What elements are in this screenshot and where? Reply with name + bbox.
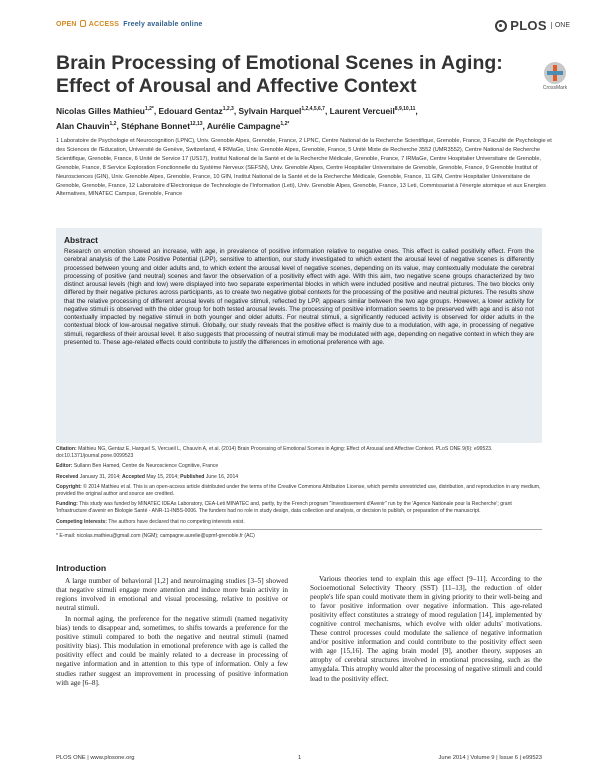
access-label: ACCESS [88, 21, 120, 28]
author-affil-sup: 1,2 [109, 120, 117, 127]
freely-available-label: Freely available online [123, 21, 203, 28]
body-paragraph: A large number of behavioral [1,2] and neuroimaging studies [3–5] showed that negative stimuli engage more attention and induce more brain activity in regions involved in emotional and visual processing, relative to positive or neutral stimuli. [56, 577, 288, 613]
accepted-label: Accepted [122, 473, 145, 480]
open-access-lock-icon [80, 20, 86, 27]
introduction-heading: Introduction [56, 563, 107, 573]
competing-interests-text: The authors have declared that no competing interests exist. [108, 518, 245, 525]
competing-interests-row [56, 519, 542, 526]
editor-text: Sullann Ben Hamed, Centre de Neuroscience Cognitive, France [73, 463, 219, 470]
divider [56, 529, 542, 530]
author-affil-sup: 1,2* [280, 120, 290, 127]
author-affil-sup: 1,2,3 [222, 106, 234, 112]
published-date: June 16, 2014 [205, 473, 239, 480]
author-name[interactable]: Stéphane Bonnet [121, 120, 190, 131]
received-date: January 31, 2014; [79, 473, 121, 480]
plos-logo-icon [495, 20, 507, 32]
body-column-right [310, 575, 542, 686]
open-label: OPEN [56, 21, 77, 28]
abstract-heading: Abstract [64, 235, 98, 245]
funding-label: Funding: [56, 501, 78, 508]
abstract-box [56, 228, 542, 443]
citation-text: Mathieu NG, Gentaz E, Harquel S, Vercueil L, Chauvin A, et al. (2014) Brain Processing of Emotional Scenes in Aging: Effect of Arousal and Affective Context. PLoS ONE 9(6): e99523. doi:10.1371/journal.pone.0099523 [56, 446, 493, 460]
editor-row [56, 463, 542, 470]
published-label: Published [180, 473, 205, 480]
received-label: Received [56, 473, 79, 480]
email-row[interactable]: * E-mail: nicolas.mathieu@gmail.com (NGM); campagne.aurelie@upmf-grenoble.fr (AC) [56, 532, 255, 539]
crossmark-badge[interactable] [540, 62, 570, 91]
author-name[interactable]: Nicolas Gilles Mathieu [56, 105, 145, 116]
citation-label: Citation: [56, 446, 77, 452]
crossmark-label: CrossMark [542, 85, 568, 91]
copyright-row [56, 484, 542, 498]
competing-interests-label: Competing Interests: [56, 518, 107, 525]
open-access-badge [56, 20, 203, 28]
author-list: Nicolas Gilles Mathieu$^{1,2*}$, Edouard Gentaz$^{1,2,3}$, Sylvain Harquel$^{1,2,4,5,6,7}$, Laurent Vercueil$^{8,9,10,11}$, Alan Chauvin$^{1,2}$, Stéphane Bonnet$^{12,13}$, Aurélie Campagne$^{1,2*}$ [56, 105, 418, 131]
funding-row [56, 501, 542, 515]
plos-wordmark: PLOS [510, 18, 547, 33]
editor-label: Editor: [56, 463, 73, 470]
author-affil-sup: 1,2,4,5,6,7 [301, 106, 325, 112]
dates-row [56, 474, 542, 481]
crossmark-icon [544, 62, 566, 84]
footer-journal[interactable]: PLOS ONE | www.plosone.org [56, 755, 135, 761]
body-paragraph: In normal aging, the preference for the negative stimuli (named negativity bias) tends to disappear and, sometimes, to shifts towards a preference for the positive stimuli compared to both the negative and neutral stimuli (named positivity bias). This modulation in emotional preference with age is called the positivity effect and could be mainly related to a decrease in processing of negative information and in attention to this type of information. Only a few studies rather suggest an improvement in processing of positive information with age [6–8]. [56, 615, 288, 687]
body-column-left [56, 564, 288, 690]
one-wordmark: ONE [551, 22, 570, 29]
body-paragraph: Various theories tend to explain this age effect [9–11]. According to the Socioemotional Selectivity Theory (SST) [11–13], the reduction of older people's life span could motivate them in giving priority to their well-being and to favor positive information over negative information. This age-related positivity effect constitutes a strategy of mood regulation [14], implemented by cognitive control mechanisms, which evolve with older adults' motivations. These control processes could modulate the salience of negative information and/or positive information and could contribute to the positivity effect seen with age [15,16]. The aging brain model [9], another theory, supposes an atrophy of cerebral structures involved in emotional processing, such as the amygdala. This atrophy would alter the processing of negative stimuli and could lead to the positivity effect. [310, 575, 542, 683]
accepted-date: May 15, 2014; [146, 473, 179, 480]
author-name[interactable]: Alan Chauvin [56, 120, 110, 131]
copyright-label: Copyright: [56, 483, 82, 490]
funding-text: This study was funded by MINATEC IDEAs Laboratory, CEA-Leti MINATEC and, partly, by the French program "Investissement d'Avenir" run by the 'Agence Nationale pour la Recherche'; grant 'Infrastructure d'avenir en Biologie Santé - ANR-11-INBS-0006. The funders had no role in study design, data collection and analysis, or decision to publish, or preparation of the manuscript. [56, 501, 512, 515]
copyright-text: © 2014 Mathieu et al. This is an open-access article distributed under the terms of the Creative Commons Attribution License, which permits unrestricted use, distribution, and reproduction in any medium, provided the original author and source are credited. [56, 483, 541, 498]
abstract-text: Research on emotion showed an increase, with age, in prevalence of positive information relative to negative ones. This effect is called positivity effect. From the cerebral analysis of the Late Positive Potential (LPP), sensitive to attention, our study investigated to which extent the arousal level of negative scenes is differently processed between young and older adults and, to which extent the arousal level of negative scenes, depending on its value, may contextually modulate the cerebral processing of positive (and neutral) scenes and favor the observation of a positivity effect with age. With this aim, two negative scene groups characterized by two distinct arousal levels (high and low) were displayed into two separate experimental blocks in which were included positive and neutral pictures. The two blocks only differed by their negative pictures across participants, as to create two negative global contexts for the processing of the positive and neutral pictures. The results show that the relative processing of different arousal levels of negative stimuli, reflected by LPP, appears similar between the two age groups. However, a lower activity for negative stimuli is observed with the older group for both tested arousal levels. The processing of positive information seems to be preserved with age and is also not contextually impacted by negative stimuli in both younger and older adults. For neutral stimuli, a significantly reduced activity is observed for older adults in the contextual block of low-arousal negative stimuli. Globally, our study reveals that the positive effect is mainly due to a modulation, with age, in processing of negative stimuli, regardless of their arousal level. It also suggests that processing of neutral stimuli may be modulated with age, depending on negative context in which they are presented to. These age-related effects could contribute to justify the differences in emotional preference with age. [64, 248, 534, 346]
plos-one-logo[interactable] [495, 18, 570, 33]
journal-header [56, 18, 570, 34]
page-number: 1 [298, 755, 302, 761]
author-name[interactable]: Aurélie Campagne [206, 120, 281, 131]
author-affil-sup: 12,13 [190, 120, 203, 127]
author-name[interactable]: Edouard Gentaz [158, 105, 223, 116]
article-metadata [56, 446, 542, 543]
article-title: Brain Processing of Emotional Scenes in Aging: Effect of Arousal and Affective Context [56, 52, 503, 97]
citation-row [56, 446, 542, 460]
author-name[interactable]: Sylvain Harquel [238, 105, 302, 116]
author-affil-sup: 1,2* [144, 106, 154, 112]
author-affil-sup: 8,9,10,11 [394, 106, 416, 112]
footer-issue: June 2014 | Volume 9 | Issue 6 | e99523 [438, 755, 542, 761]
affiliations: 1 Laboratoire de Psychologie et Neurocognition (LPNC), Univ. Grenoble Alpes, Grenoble, France, 2 LPNC, Centre National de la Recherche Scientifique, Grenoble, France, 3 Faculté de Psychologie et des Sciences de l'Education, Université de Genève, Switzerland, 4 IRMaGe, Univ. Grenoble Alpes, Grenoble, France, 5 Unité Mixte de Recherche 3552 (UMR3552), Centre National de Recherche Scientifique, Grenoble, France, 6 Unité de Service 17 (US17), Institut National de la Santé et de la Recherche Médicale, Grenoble, France, 7 IRMaGe, Centre Hospitalier Universitaire de Grenoble, Grenoble, France, 8 Service Exploration Fonctionnelle du Système Nerveux (SEFSN), Univ. Grenoble Alpes, Centre Hospitalier Universitaire de Grenoble, Grenoble, France, 9 Grenoble Institut of Neurosciences (GIN), Univ. Grenoble Alpes, Grenoble, France, 10 GIN, Institut National de la Santé et de la Recherche Médicale, Grenoble, France, 11 GIN, Centre Hospitalier Universitaire de Grenoble, Grenoble, France, 12 Laboratoire d'Electronique de Technologie de l'Information (Leti), Univ. Grenoble Alpes, Grenoble, France, 13 Leti, Commissariat à l'énergie atomique et aux Energies Alternatives, MINATEC Campus, Grenoble, France [56, 138, 552, 198]
author-name[interactable]: Laurent Vercueil [329, 105, 395, 116]
